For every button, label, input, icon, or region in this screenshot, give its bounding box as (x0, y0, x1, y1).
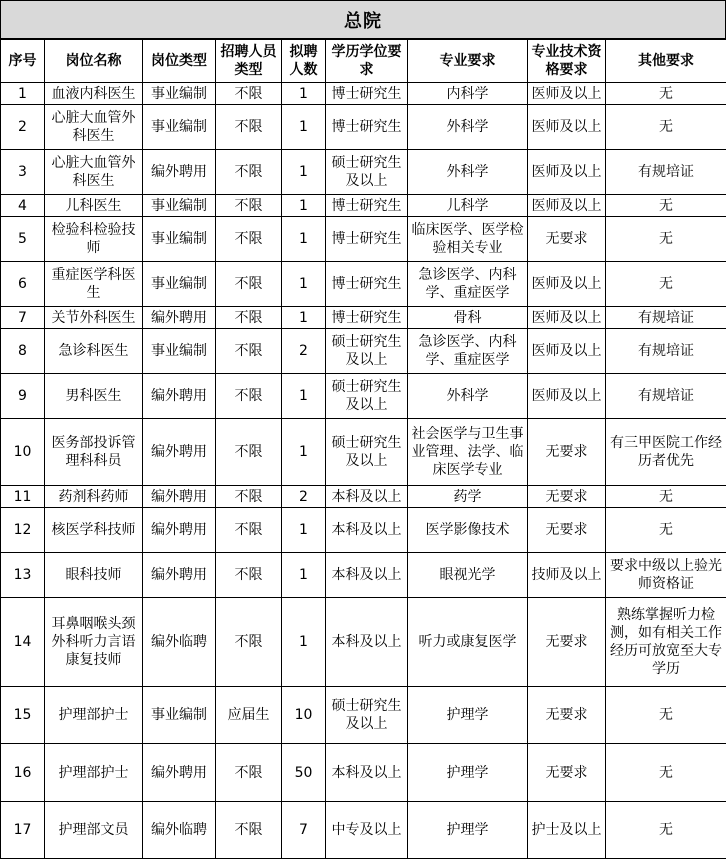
cell-position-type: 编外聘用 (143, 307, 216, 329)
cell-count: 1 (282, 598, 326, 687)
cell-education: 博士研究生 (326, 262, 408, 307)
cell-staff-type: 不限 (216, 374, 282, 419)
cell-other: 无 (606, 508, 726, 553)
table-row (1, 329, 726, 374)
table-row (1, 508, 726, 553)
table-row (1, 744, 726, 802)
cell-position-name: 儿科医生 (45, 195, 143, 217)
cell-education: 博士研究生 (326, 217, 408, 262)
cell-major: 急诊医学、内科学、重症医学 (408, 262, 528, 307)
cell-count: 1 (282, 217, 326, 262)
cell-major: 临床医学、医学检验相关专业 (408, 217, 528, 262)
cell-major: 护理学 (408, 687, 528, 744)
cell-staff-type: 不限 (216, 217, 282, 262)
cell-no: 8 (1, 329, 45, 374)
cell-position-name: 急诊科医生 (45, 329, 143, 374)
cell-position-type: 事业编制 (143, 83, 216, 105)
cell-count: 1 (282, 150, 326, 195)
cell-position-type: 编外聘用 (143, 486, 216, 508)
cell-staff-type: 不限 (216, 744, 282, 802)
cell-other: 无 (606, 744, 726, 802)
cell-no: 7 (1, 307, 45, 329)
cell-position-name: 护理部护士 (45, 687, 143, 744)
cell-education: 本科及以上 (326, 598, 408, 687)
cell-count: 1 (282, 195, 326, 217)
cell-count: 2 (282, 486, 326, 508)
cell-education: 本科及以上 (326, 508, 408, 553)
cell-position-type: 编外临聘 (143, 598, 216, 687)
cell-position-type: 事业编制 (143, 262, 216, 307)
cell-count: 50 (282, 744, 326, 802)
cell-staff-type: 不限 (216, 598, 282, 687)
header-count: 拟聘人数 (282, 40, 326, 83)
cell-position-name: 血液内科医生 (45, 83, 143, 105)
cell-other: 有规培证 (606, 329, 726, 374)
table-row (1, 307, 726, 329)
cell-qualification: 医师及以上 (528, 262, 606, 307)
cell-no: 10 (1, 419, 45, 486)
cell-qualification: 无要求 (528, 744, 606, 802)
cell-staff-type: 不限 (216, 83, 282, 105)
cell-major: 药学 (408, 486, 528, 508)
cell-other: 有规培证 (606, 307, 726, 329)
cell-other: 无 (606, 195, 726, 217)
cell-no: 16 (1, 744, 45, 802)
cell-major: 医学影像技术 (408, 508, 528, 553)
cell-no: 15 (1, 687, 45, 744)
cell-staff-type: 不限 (216, 105, 282, 150)
cell-other: 熟练掌握听力检测，如有相关工作经历可放宽至大专学历 (606, 598, 726, 687)
cell-position-type: 事业编制 (143, 687, 216, 744)
cell-no: 13 (1, 553, 45, 598)
cell-count: 1 (282, 553, 326, 598)
table-body (1, 83, 726, 859)
cell-position-name: 核医学科技师 (45, 508, 143, 553)
cell-position-type: 编外聘用 (143, 553, 216, 598)
cell-position-name: 检验科检验技师 (45, 217, 143, 262)
cell-other: 要求中级以上验光师资格证 (606, 553, 726, 598)
cell-education: 中专及以上 (326, 802, 408, 859)
table-row (1, 486, 726, 508)
cell-education: 本科及以上 (326, 486, 408, 508)
cell-other: 无 (606, 687, 726, 744)
cell-staff-type: 不限 (216, 508, 282, 553)
cell-major: 外科学 (408, 150, 528, 195)
cell-major: 骨科 (408, 307, 528, 329)
cell-count: 1 (282, 307, 326, 329)
cell-other: 无 (606, 262, 726, 307)
table-row (1, 374, 726, 419)
cell-position-name: 药剂科药师 (45, 486, 143, 508)
cell-count: 1 (282, 262, 326, 307)
cell-staff-type: 不限 (216, 486, 282, 508)
cell-no: 4 (1, 195, 45, 217)
recruitment-table (0, 39, 726, 859)
cell-major: 护理学 (408, 744, 528, 802)
header-row (1, 40, 726, 83)
cell-qualification: 无要求 (528, 687, 606, 744)
table-row (1, 262, 726, 307)
cell-major: 护理学 (408, 802, 528, 859)
cell-no: 1 (1, 83, 45, 105)
cell-count: 1 (282, 105, 326, 150)
cell-no: 2 (1, 105, 45, 150)
cell-qualification: 医师及以上 (528, 374, 606, 419)
header-position-name: 岗位名称 (45, 40, 143, 83)
table-title: 总院 (0, 0, 726, 39)
cell-education: 博士研究生 (326, 105, 408, 150)
cell-education: 硕士研究生及以上 (326, 329, 408, 374)
cell-education: 硕士研究生及以上 (326, 419, 408, 486)
cell-qualification: 医师及以上 (528, 307, 606, 329)
cell-position-name: 眼科技师 (45, 553, 143, 598)
table-row (1, 150, 726, 195)
cell-staff-type: 不限 (216, 329, 282, 374)
cell-qualification: 护士及以上 (528, 802, 606, 859)
cell-other: 无 (606, 83, 726, 105)
cell-other: 无 (606, 217, 726, 262)
cell-qualification: 无要求 (528, 508, 606, 553)
cell-count: 1 (282, 419, 326, 486)
cell-major: 儿科学 (408, 195, 528, 217)
cell-staff-type: 不限 (216, 262, 282, 307)
cell-position-type: 编外聘用 (143, 744, 216, 802)
cell-staff-type: 不限 (216, 553, 282, 598)
cell-position-type: 编外聘用 (143, 374, 216, 419)
cell-position-name: 关节外科医生 (45, 307, 143, 329)
cell-position-type: 编外聘用 (143, 508, 216, 553)
cell-position-type: 事业编制 (143, 105, 216, 150)
table-row (1, 802, 726, 859)
cell-qualification: 医师及以上 (528, 83, 606, 105)
cell-major: 外科学 (408, 105, 528, 150)
cell-education: 博士研究生 (326, 195, 408, 217)
cell-staff-type: 不限 (216, 419, 282, 486)
header-staff-type: 招聘人员类型 (216, 40, 282, 83)
cell-no: 12 (1, 508, 45, 553)
cell-position-type: 编外聘用 (143, 150, 216, 195)
cell-major: 听力或康复医学 (408, 598, 528, 687)
cell-qualification: 医师及以上 (528, 195, 606, 217)
cell-position-name: 男科医生 (45, 374, 143, 419)
header-qualification: 专业技术资格要求 (528, 40, 606, 83)
cell-major: 急诊医学、内科学、重症医学 (408, 329, 528, 374)
table-header (1, 40, 726, 83)
cell-other: 有三甲医院工作经历者优先 (606, 419, 726, 486)
cell-other: 无 (606, 802, 726, 859)
cell-count: 1 (282, 83, 326, 105)
cell-qualification: 无要求 (528, 217, 606, 262)
cell-qualification: 无要求 (528, 486, 606, 508)
cell-education: 硕士研究生及以上 (326, 374, 408, 419)
header-other: 其他要求 (606, 40, 726, 83)
cell-education: 硕士研究生及以上 (326, 687, 408, 744)
cell-no: 14 (1, 598, 45, 687)
cell-position-name: 护理部文员 (45, 802, 143, 859)
cell-position-type: 事业编制 (143, 217, 216, 262)
cell-no: 6 (1, 262, 45, 307)
cell-no: 17 (1, 802, 45, 859)
header-major: 专业要求 (408, 40, 528, 83)
header-no: 序号 (1, 40, 45, 83)
cell-education: 博士研究生 (326, 307, 408, 329)
cell-staff-type: 不限 (216, 802, 282, 859)
table-row (1, 105, 726, 150)
cell-major: 眼视光学 (408, 553, 528, 598)
cell-education: 本科及以上 (326, 553, 408, 598)
table-row (1, 419, 726, 486)
cell-no: 9 (1, 374, 45, 419)
cell-qualification: 无要求 (528, 419, 606, 486)
cell-position-name: 心脏大血管外科医生 (45, 150, 143, 195)
table-row (1, 83, 726, 105)
cell-qualification: 医师及以上 (528, 329, 606, 374)
cell-staff-type: 应届生 (216, 687, 282, 744)
cell-position-type: 编外临聘 (143, 802, 216, 859)
cell-position-type: 事业编制 (143, 329, 216, 374)
header-position-type: 岗位类型 (143, 40, 216, 83)
cell-other: 无 (606, 486, 726, 508)
cell-education: 本科及以上 (326, 744, 408, 802)
cell-qualification: 医师及以上 (528, 150, 606, 195)
table-row (1, 195, 726, 217)
table-row (1, 217, 726, 262)
cell-staff-type: 不限 (216, 195, 282, 217)
cell-count: 1 (282, 374, 326, 419)
cell-education: 博士研究生 (326, 83, 408, 105)
cell-staff-type: 不限 (216, 150, 282, 195)
cell-position-type: 事业编制 (143, 195, 216, 217)
cell-position-type: 编外聘用 (143, 419, 216, 486)
cell-no: 3 (1, 150, 45, 195)
cell-count: 2 (282, 329, 326, 374)
table-row (1, 553, 726, 598)
cell-qualification: 医师及以上 (528, 105, 606, 150)
cell-other: 无 (606, 105, 726, 150)
cell-position-name: 重症医学科医生 (45, 262, 143, 307)
header-education: 学历学位要求 (326, 40, 408, 83)
cell-position-name: 耳鼻咽喉头颈外科听力言语康复技师 (45, 598, 143, 687)
cell-count: 1 (282, 508, 326, 553)
cell-other: 有规培证 (606, 374, 726, 419)
table-row (1, 687, 726, 744)
table-row (1, 598, 726, 687)
cell-count: 10 (282, 687, 326, 744)
cell-qualification: 无要求 (528, 598, 606, 687)
cell-major: 外科学 (408, 374, 528, 419)
cell-education: 硕士研究生及以上 (326, 150, 408, 195)
cell-major: 社会医学与卫生事业管理、法学、临床医学专业 (408, 419, 528, 486)
cell-staff-type: 不限 (216, 307, 282, 329)
cell-position-name: 护理部护士 (45, 744, 143, 802)
cell-major: 内科学 (408, 83, 528, 105)
cell-position-name: 医务部投诉管理科科员 (45, 419, 143, 486)
cell-no: 5 (1, 217, 45, 262)
cell-no: 11 (1, 486, 45, 508)
cell-position-name: 心脏大血管外科医生 (45, 105, 143, 150)
cell-qualification: 技师及以上 (528, 553, 606, 598)
cell-other: 有规培证 (606, 150, 726, 195)
cell-count: 7 (282, 802, 326, 859)
